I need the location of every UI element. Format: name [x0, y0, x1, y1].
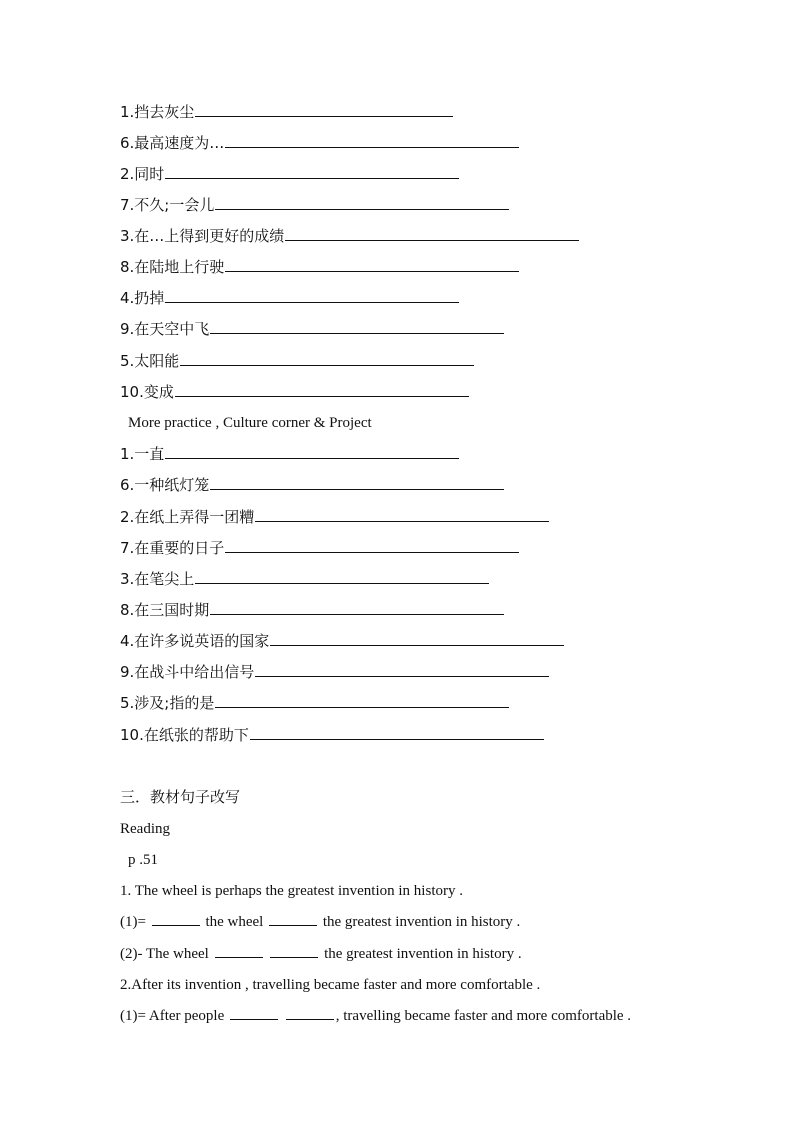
vocab-item: 5.太阳能 [120, 350, 474, 372]
sentence: 2.After its invention , travelling became faster and more comfortable . [120, 977, 541, 993]
vocab-item: 6.最高速度为… [120, 132, 519, 154]
section-title: 三．教材句子改写 [120, 788, 241, 806]
answer-blank[interactable] [225, 257, 519, 272]
answer-blank[interactable] [225, 538, 519, 553]
vocab-item: 4.扔掉 [120, 287, 459, 309]
vocab-item: 5.涉及;指的是 [120, 692, 509, 714]
answer-blank[interactable] [225, 133, 519, 148]
vocab-item: 4.在许多说英语的国家 [120, 630, 564, 652]
vocab-item: 8.在三国时期 [120, 599, 504, 621]
answer-blank[interactable] [152, 913, 200, 926]
answer-blank[interactable] [210, 600, 504, 615]
vocab-item: 9.在天空中飞 [120, 318, 504, 340]
vocab-item: 8.在陆地上行驶 [120, 256, 519, 278]
rewrite-line: (1)= After people , travelling became faster and more comfortable . [120, 1008, 632, 1024]
vocab-item: 1.一直 [120, 443, 459, 465]
answer-blank[interactable] [286, 1007, 334, 1020]
answer-blank[interactable] [255, 507, 549, 522]
answer-blank[interactable] [285, 226, 579, 241]
vocab-item: 3.在…上得到更好的成绩 [120, 225, 579, 247]
vocab-item: 10.变成 [120, 381, 469, 403]
answer-blank[interactable] [215, 945, 263, 958]
answer-blank[interactable] [165, 164, 459, 179]
answer-blank[interactable] [215, 195, 509, 210]
vocab-item: 6.一种纸灯笼 [120, 474, 504, 496]
rewrite-line: (2)- The wheel the greatest invention in history . [120, 946, 522, 962]
vocab-item: 1.挡去灰尘 [120, 101, 453, 123]
answer-blank[interactable] [195, 569, 489, 584]
answer-blank[interactable] [195, 102, 453, 117]
sentence: 1. The wheel is perhaps the greatest invention in history . [120, 883, 463, 899]
answer-blank[interactable] [215, 693, 509, 708]
answer-blank[interactable] [165, 444, 459, 459]
vocab-item: 3.在笔尖上 [120, 568, 489, 590]
answer-blank[interactable] [270, 945, 318, 958]
vocab-item: 7.不久;一会儿 [120, 194, 509, 216]
answer-blank[interactable] [255, 662, 549, 677]
answer-blank[interactable] [230, 1007, 278, 1020]
page-reference: p .51 [128, 852, 158, 868]
answer-blank[interactable] [180, 351, 474, 366]
vocab-item: 10.在纸张的帮助下 [120, 724, 544, 746]
vocab-item: 9.在战斗中给出信号 [120, 661, 549, 683]
answer-blank[interactable] [175, 382, 469, 397]
answer-blank[interactable] [250, 725, 544, 740]
vocab-item: 2.同时 [120, 163, 459, 185]
section-heading: More practice , Culture corner & Project [128, 415, 372, 431]
answer-blank[interactable] [210, 475, 504, 490]
answer-blank[interactable] [165, 288, 459, 303]
answer-blank[interactable] [269, 913, 317, 926]
vocab-item: 2.在纸上弄得一团糟 [120, 506, 549, 528]
reading-label: Reading [120, 821, 170, 837]
vocab-item: 7.在重要的日子 [120, 537, 519, 559]
answer-blank[interactable] [210, 319, 504, 334]
rewrite-line: (1)= the wheel the greatest invention in history . [120, 914, 521, 930]
answer-blank[interactable] [270, 631, 564, 646]
